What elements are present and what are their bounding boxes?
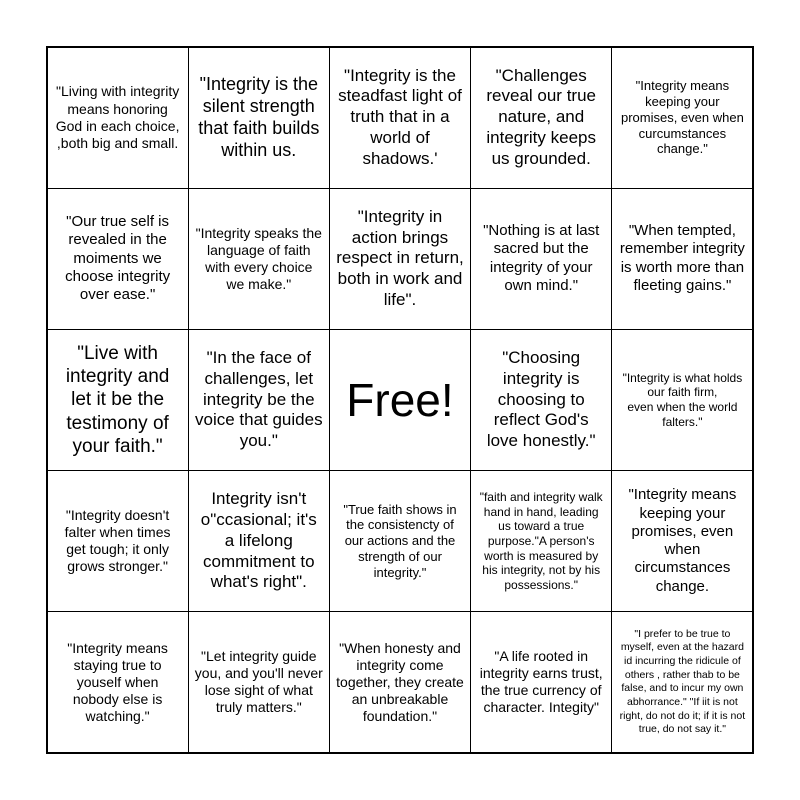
bingo-cell[interactable]: "Challenges reveal our true nature, and integrity keeps us grounded. bbox=[470, 47, 612, 189]
bingo-cell[interactable]: "True faith shows in the consistencty of our actions and the strength of our integrity." bbox=[329, 470, 471, 612]
bingo-board bbox=[46, 46, 754, 754]
bingo-cell[interactable]: "When tempted, remember integrity is worth more than fleeting gains." bbox=[611, 188, 753, 330]
bingo-cell[interactable]: "When honesty and integrity come together, they create an unbreakable foundation." bbox=[329, 611, 471, 753]
bingo-cell[interactable]: "A life rooted in integrity earns trust, the true currency of character. Integity" bbox=[470, 611, 612, 753]
free-space-cell[interactable]: Free! bbox=[329, 329, 471, 471]
bingo-cell[interactable]: "Nothing is at last sacred but the integrity of your own mind." bbox=[470, 188, 612, 330]
bingo-cell[interactable]: "Integrity speaks the language of faith with every choice we make." bbox=[188, 188, 330, 330]
bingo-cell[interactable]: "Choosing integrity is choosing to reflect God's love honestly." bbox=[470, 329, 612, 471]
bingo-cell[interactable]: "Integrity means keeping your promises, even when circumstances change. bbox=[611, 470, 753, 612]
bingo-cell[interactable]: "faith and integrity walk hand in hand, leading us toward a true purpose."A person's worth is measured by his integrity, not by his possessions." bbox=[470, 470, 612, 612]
bingo-cell[interactable]: "Our true self is revealed in the moiments we choose integrity over ease." bbox=[47, 188, 189, 330]
bingo-cell[interactable]: "In the face of challenges, let integrity be the voice that guides you." bbox=[188, 329, 330, 471]
bingo-cell[interactable]: "Living with integrity means honoring God in each choice, ,both big and small. bbox=[47, 47, 189, 189]
bingo-cell[interactable]: "Integrity in action brings respect in return, both in work and life". bbox=[329, 188, 471, 330]
bingo-cell[interactable]: "Integrity is the silent strength that faith builds within us. bbox=[188, 47, 330, 189]
bingo-cell[interactable]: "Integrity is the steadfast light of truth that in a world of shadows.' bbox=[329, 47, 471, 189]
bingo-cell[interactable]: Integrity isn't o"ccasional; it's a lifelong commitment to what's right". bbox=[188, 470, 330, 612]
bingo-cell[interactable]: "Integrity means staying true to youself when nobody else is watching." bbox=[47, 611, 189, 753]
bingo-cell[interactable]: "Integrity doesn't falter when times get tough; it only grows stronger." bbox=[47, 470, 189, 612]
bingo-cell[interactable]: "Let integrity guide you, and you'll never lose sight of what truly matters." bbox=[188, 611, 330, 753]
bingo-cell[interactable]: "Integrity means keeping your promises, even when curcumstances change." bbox=[611, 47, 753, 189]
bingo-cell[interactable]: "I prefer to be true to myself, even at the hazard id incurring the ridicule of others , rather thab to be false, and to incur my own abhorrance." "If iit is not right, do not do it; if it is not true, do not say it." bbox=[611, 611, 753, 753]
bingo-cell[interactable]: "Live with integrity and let it be the testimony of your faith." bbox=[47, 329, 189, 471]
bingo-cell[interactable]: "Integrity is what holds our faith firm, even when the world falters." bbox=[611, 329, 753, 471]
